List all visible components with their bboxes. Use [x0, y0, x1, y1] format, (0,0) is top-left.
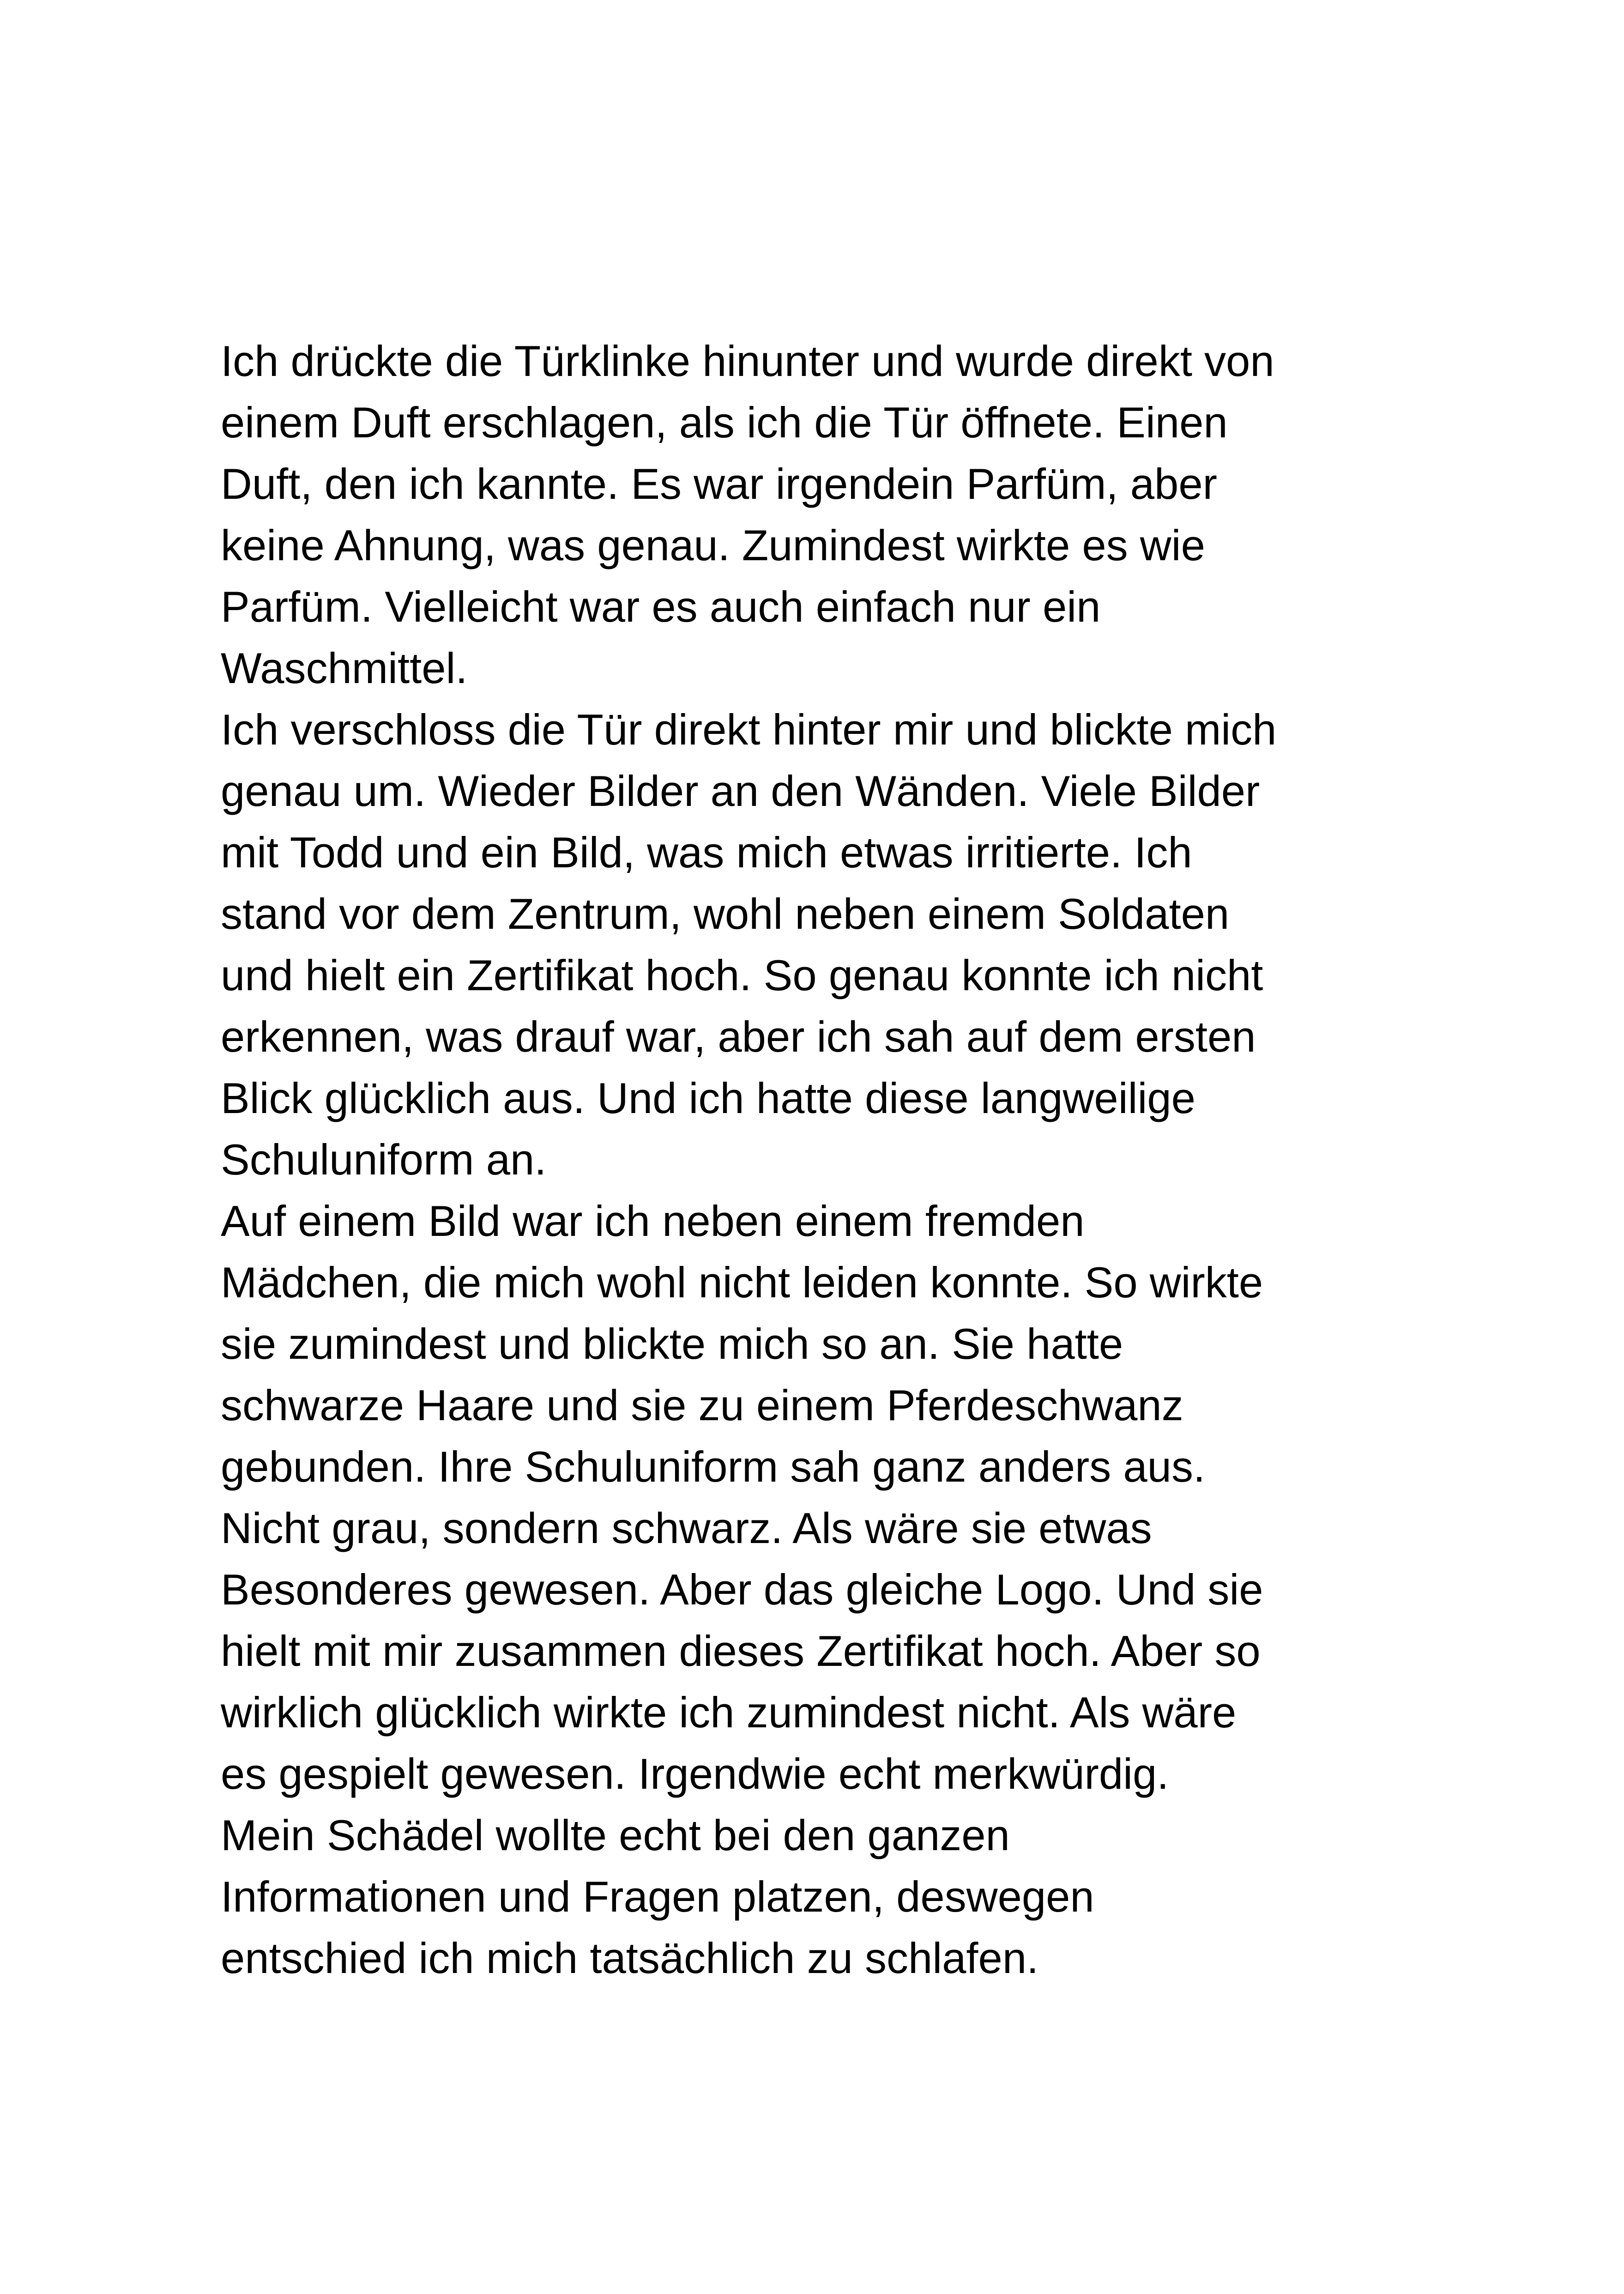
text-line: Schuluniform an.: [221, 1135, 547, 1184]
text-line: es gespielt gewesen. Irgendwie echt merkwürdig.: [221, 1749, 1169, 1798]
text-line: Mein Schädel wollte echt bei den ganzen: [221, 1811, 1010, 1859]
text-line: genau um. Wieder Bilder an den Wänden. Viele Bilder: [221, 767, 1260, 815]
text-line: Duft, den ich kannte. Es war irgendein Parfüm, aber: [221, 460, 1217, 508]
text-line: entschied ich mich tatsächlich zu schlafen.: [221, 1934, 1039, 1982]
text-line: wirklich glücklich wirkte ich zumindest nicht. Als wäre: [221, 1688, 1237, 1737]
text-line: erkennen, was drauf war, aber ich sah auf dem ersten: [221, 1012, 1256, 1061]
text-line: Nicht grau, sondern schwarz. Als wäre sie etwas: [221, 1504, 1152, 1552]
text-line: Parfüm. Vielleicht war es auch einfach nur ein: [221, 582, 1101, 631]
body-text: [221, 330, 1421, 1989]
text-line: Mädchen, die mich wohl nicht leiden konnte. So wirkte: [221, 1258, 1263, 1307]
text-line: einem Duft erschlagen, als ich die Tür öffnete. Einen: [221, 398, 1228, 447]
text-line: keine Ahnung, was genau. Zumindest wirkte es wie: [221, 521, 1205, 569]
text-line: sie zumindest und blickte mich so an. Sie hatte: [221, 1320, 1123, 1368]
text-line: stand vor dem Zentrum, wohl neben einem Soldaten: [221, 890, 1230, 938]
text-line: Waschmittel.: [221, 644, 468, 692]
text-line: gebunden. Ihre Schuluniform sah ganz anders aus.: [221, 1442, 1206, 1491]
text-line: Auf einem Bild war ich neben einem fremden: [221, 1197, 1085, 1245]
text-line: Informationen und Fragen platzen, deswegen: [221, 1872, 1094, 1921]
text-line: Ich drückte die Türklinke hinunter und wurde direkt von: [221, 337, 1274, 385]
text-line: schwarze Haare und sie zu einem Pferdeschwanz: [221, 1381, 1183, 1429]
text-line: Blick glücklich aus. Und ich hatte diese langweilige: [221, 1074, 1195, 1122]
text-line: hielt mit mir zusammen dieses Zertifikat hoch. Aber so: [221, 1627, 1261, 1675]
text-line: Ich verschloss die Tür direkt hinter mir und blickte mich: [221, 705, 1277, 754]
text-line: Besonderes gewesen. Aber das gleiche Logo. Und sie: [221, 1565, 1263, 1614]
text-line: und hielt ein Zertifikat hoch. So genau konnte ich nicht: [221, 951, 1263, 999]
text-line: mit Todd und ein Bild, was mich etwas irritierte. Ich: [221, 828, 1192, 877]
